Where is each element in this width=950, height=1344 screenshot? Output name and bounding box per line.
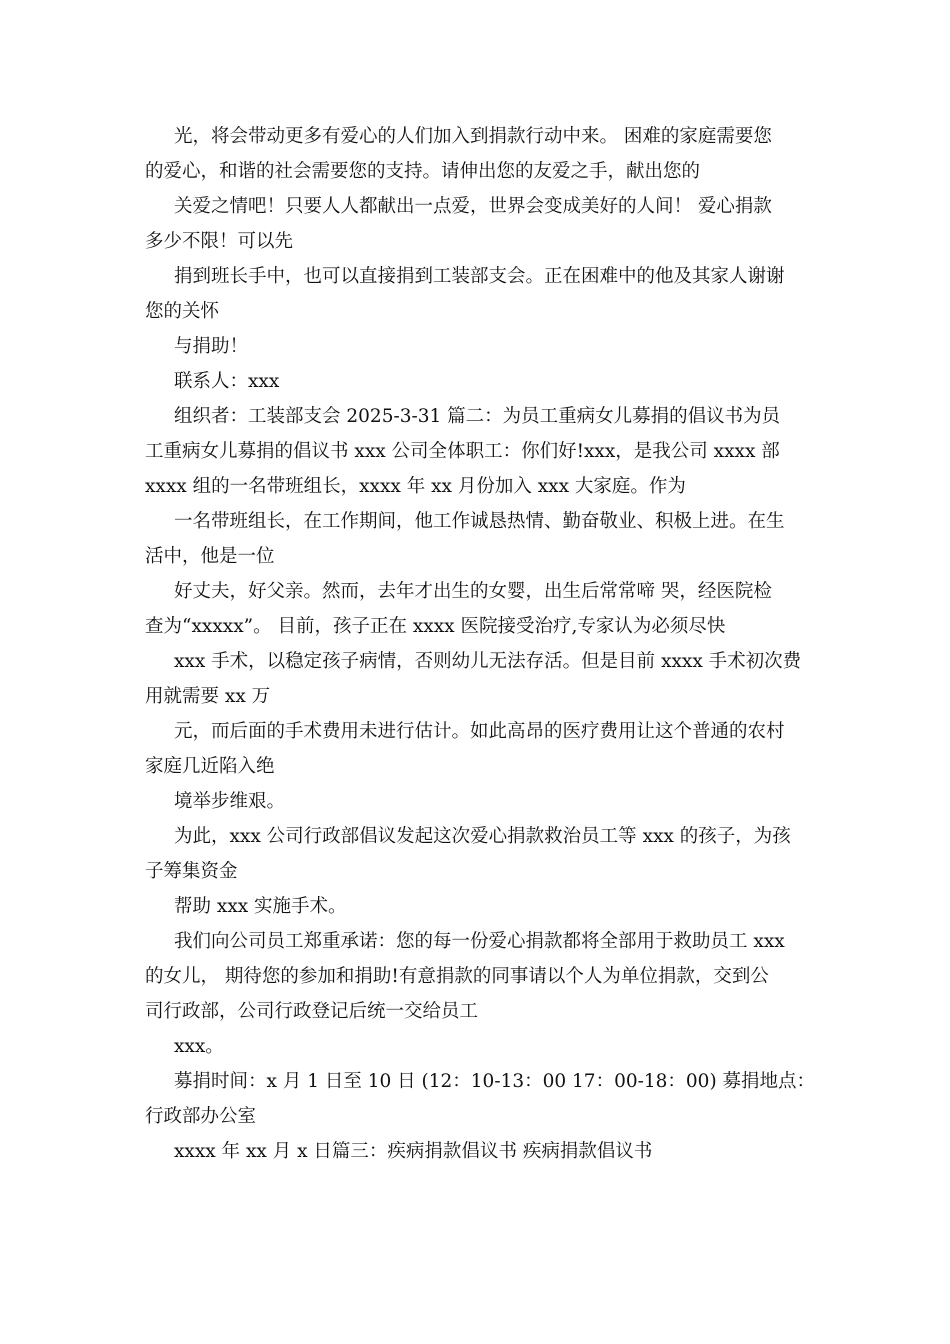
text-line: 工重病女儿募捐的倡议书 xxx 公司全体职工：你们好!xxx，是我公司 xxxx 部	[145, 441, 780, 462]
text-line: 组织者：工装部支会 2025-3-31 篇二：为员工重病女儿募捐的倡议书为员	[174, 406, 781, 427]
text-line: 行政部办公室	[145, 1106, 257, 1127]
document-body	[145, 119, 815, 1169]
text-line: 联系人：xxx	[174, 371, 280, 392]
text-line: 关爱之情吧！只要人人都献出一点爱，世界会变成美好的人间！ 爱心捐款	[174, 196, 772, 217]
text-line: xxxx 年 xx 月 x 日篇三：疾病捐款倡议书 疾病捐款倡议书	[174, 1141, 653, 1162]
text-line: 募捐时间：x 月 1 日至 10 日 (12：10-13：00 17：00-18：00) 募捐地点：	[174, 1071, 815, 1092]
text-line: 的女儿， 期待您的参加和捐助!有意捐款的同事请以个人为单位捐款，交到公	[145, 966, 769, 987]
text-line: 的爱心，和谐的社会需要您的支持。请伸出您的友爱之手，献出您的	[145, 161, 701, 182]
text-line: 一名带班组长，在工作期间，他工作诚恳热情、勤奋敬业、积极上进。在生	[174, 511, 785, 532]
text-line: 为此，xxx 公司行政部倡议发起这次爱心捐款救治员工等 xxx 的孩子，为孩	[174, 826, 791, 847]
text-line: 境举步维艰。	[174, 791, 286, 812]
text-line: 元，而后面的手术费用未进行估计。如此高昂的医疗费用让这个普通的农村	[174, 721, 785, 742]
text-line: xxx。	[174, 1036, 224, 1057]
text-line: 家庭几近陷入绝	[145, 756, 275, 777]
text-line: 与捐助！	[174, 336, 249, 357]
text-line: xxx 手术，以稳定孩子病情，否则幼儿无法存活。但是目前 xxxx 手术初次费	[174, 651, 802, 672]
text-line: 帮助 xxx 实施手术。	[174, 896, 347, 917]
text-line: xxxx 组的一名带班组长，xxxx 年 xx 月份加入 xxx 大家庭。作为	[145, 476, 686, 497]
text-line: 好丈夫，好父亲。然而，去年才出生的女婴，出生后常常啼 哭，经医院检	[174, 581, 772, 602]
text-line: 查为“xxxxx”。 目前，孩子正在 xxxx 医院接受治疗,专家认为必须尽快	[145, 616, 726, 637]
text-line: 您的关怀	[145, 301, 220, 322]
text-line: 司行政部，公司行政登记后统一交给员工	[145, 1001, 479, 1022]
text-line: 捐到班长手中，也可以直接捐到工装部支会。正在困难中的他及其家人谢谢	[174, 266, 785, 287]
text-line: 子筹集资金	[145, 861, 238, 882]
text-line: 活中，他是一位	[145, 546, 275, 567]
text-line: 光，将会带动更多有爱心的人们加入到捐款行动中来。 困难的家庭需要您	[174, 126, 772, 147]
text-line: 用就需要 xx 万	[145, 686, 271, 707]
text-line: 我们向公司员工郑重承诺：您的每一份爱心捐款都将全部用于救助员工 xxx	[174, 931, 785, 952]
text-line: 多少不限！可以先	[145, 231, 294, 252]
